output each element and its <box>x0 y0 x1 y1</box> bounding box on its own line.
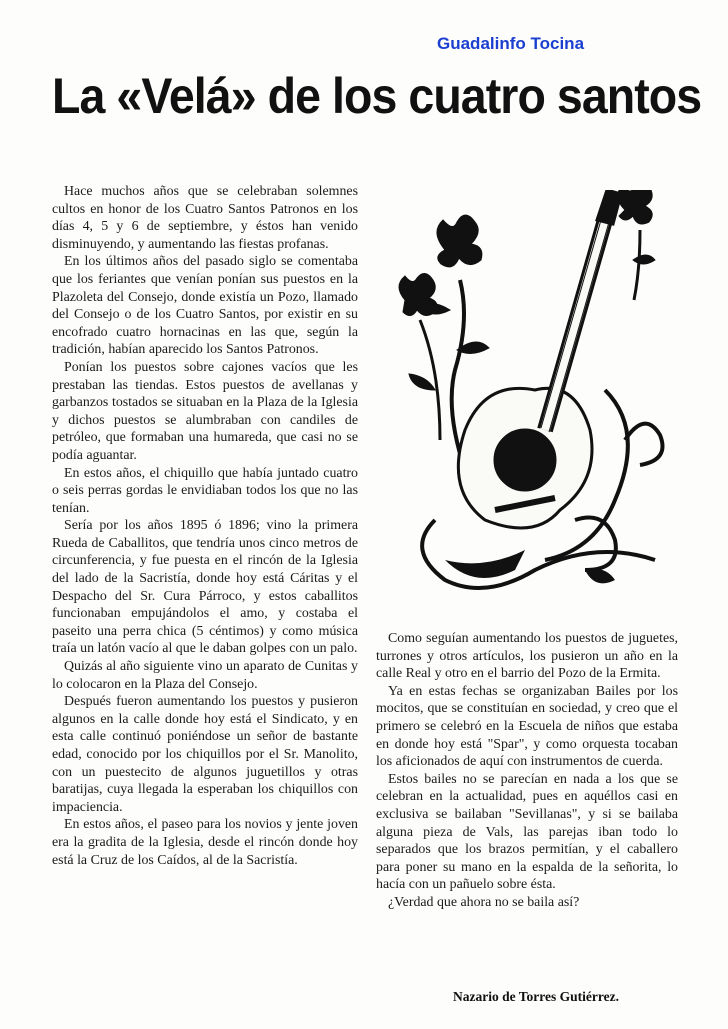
guitar-flowers-illustration-icon <box>375 190 675 610</box>
guitar-icon <box>458 190 621 528</box>
right-column <box>376 630 678 912</box>
paragraph: Ya en estas fechas se organizaban Bailes por los mocitos, que se constituían en sociedad, y creo que el primero se celebró en la Escuela de niños que estaba en donde hoy está "Spar", y como orquesta tocaban los aficionados de aquí con instrumentos de cuerda. <box>376 683 678 770</box>
paragraph: En estos años, el chiquillo que había juntado cuatro o seis perras gordas le envidiaban todos los que no las tenían. <box>52 465 358 516</box>
left-column <box>52 183 358 869</box>
paragraph: Después fueron aumentando los puestos y pusieron algunos en la calle donde hoy está el Sindicato, y en esta calle continuó poniéndose un señor de bastante edad, conocido por los chiquillos por el Sr. Manolito, con un puestecito de algunos juguetillos y otras baratijas, cuya llegada la esperaban los chiquillos con impaciencia. <box>52 694 358 815</box>
article-title: La «Velá» de los cuatro santos <box>52 68 702 124</box>
paragraph: Ponían los puestos sobre cajones vacíos que les prestaban las tiendas. Estos puestos de avellanas y garbanzos tostados se situaban en la Plaza de la Iglesia y dichos puestos se alumbraban con candiles de petróleo, que formaban una humareda, que casi no se podía aguantar. <box>52 359 358 463</box>
paragraph: En estos años, el paseo para los novios y jente joven era la gradita de la Iglesia, desde el rincón donde hoy está la Cruz de los Caídos, al de la Sacristía. <box>52 817 358 868</box>
paragraph: Como seguían aumentando los puestos de juguetes, turrones y otros artículos, los pusieron un año en la calle Real y otro en el barrio del Pozo de la Ermita. <box>376 631 678 682</box>
paragraph: En los últimos años del pasado siglo se comentaba que los feriantes que venían ponían sus puestos en la Plazoleta del Consejo, donde existía un Pozo, llamado del Consejo o de los Cuatro Santos, por existir en su encofrado cuatro hornacinas en las que, según la tradición, habían aparecido los Santos Patronos. <box>52 254 358 358</box>
paragraph: Quizás al año siguiente vino un aparato de Cunitas y lo colocaron en la Plaza del Consejo. <box>52 659 358 692</box>
paragraph: Estos bailes no se parecían en nada a los que se celebran en la actualidad, pues en aquéllos casi en exclusiva se bailaban "Sevillanas", y si se bailaba alguna pieza de Vals, las parejas iban todo lo separados que los brazos permitían, y el caballero para poner su mano en la espalda de la señorita, lo hacía con un pañuelo sobre ésta. <box>376 771 678 893</box>
paragraph: Sería por los años 1895 ó 1896; vino la primera Rueda de Caballitos, que tendría unos cinco metros de circunferencia, y fue puesta en el rincón de la Iglesia del lado de la Sacristía, donde hoy está Cáritas y el Despacho del Sr. Cura Párroco, y estos caballitos funcionaban empujándolos el amo, y costaba el paseito una perra chica (5 céntimos) y como música traía un latón vacío al que le daban golpes con un palo. <box>52 518 358 657</box>
author-signature: Nazario de Torres Gutiérrez. <box>453 989 619 1004</box>
paragraph: Hace muchos años que se celebraban solemnes cultos en honor de los Cuatro Santos Patronos en los días 4, 5 y 6 de septiembre, y éstos han venido disminuyendo, y aumentando las fiestas profanas. <box>52 184 358 252</box>
watermark: Guadalinfo Tocina <box>437 34 585 53</box>
paragraph: ¿Verdad que ahora no se baila así? <box>388 894 580 910</box>
flower-icon <box>399 215 482 316</box>
